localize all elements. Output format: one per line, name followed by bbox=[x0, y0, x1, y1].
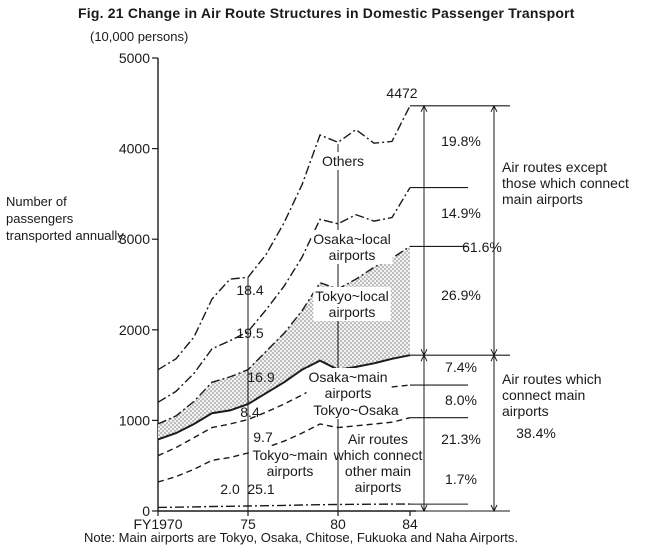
share-label-1984: 26.9% bbox=[441, 287, 481, 303]
share-label-1975: 16.9 bbox=[247, 369, 275, 385]
x-tick-label: 84 bbox=[402, 516, 418, 532]
series-label-line: airports bbox=[266, 463, 314, 479]
y-tick-label: 2000 bbox=[118, 321, 150, 338]
y-tick-label: 0 bbox=[142, 503, 150, 519]
series-label-line: Tokyo~main bbox=[252, 447, 328, 463]
group-label-line: Air routes which bbox=[502, 371, 602, 387]
share-label-1975: 18.4 bbox=[236, 282, 264, 298]
group-label-line: Air routes except bbox=[502, 159, 608, 175]
y-tick-label: 3000 bbox=[118, 231, 150, 248]
share-label-1984: 19.8% bbox=[441, 133, 481, 149]
x-tick-label: 75 bbox=[240, 516, 256, 532]
group-share-label: 38.4% bbox=[516, 425, 556, 441]
share-label-1975: 9.7 bbox=[253, 429, 273, 445]
series-label-line: airports bbox=[328, 304, 376, 320]
series-label-line: Osaka~local bbox=[313, 231, 391, 247]
series-label-line: airports bbox=[328, 247, 376, 263]
share-label-1984: 1.7% bbox=[445, 471, 477, 487]
series-label-line: Tokyo~local bbox=[315, 288, 389, 304]
series-label-line: Tokyo~Osaka bbox=[313, 402, 399, 418]
group-share-label: 61.6% bbox=[462, 239, 502, 255]
share-label-1984: 14.9% bbox=[441, 205, 481, 221]
share-label-1984: 8.0% bbox=[445, 392, 477, 408]
group-label-line: those which connect bbox=[502, 175, 629, 191]
series-label-line: airports bbox=[324, 385, 372, 401]
y-axis-unit: (10,000 persons) bbox=[90, 29, 189, 44]
share-label-1975: 2.0 bbox=[220, 481, 240, 497]
x-tick-label: FY1970 bbox=[133, 516, 183, 532]
series-label-line: which connect bbox=[333, 447, 423, 463]
group-label-line: connect main bbox=[502, 387, 586, 403]
series-label-line: airports bbox=[354, 479, 402, 495]
share-label-1975: 19.5 bbox=[236, 325, 264, 341]
series-label-line: other main bbox=[344, 463, 412, 479]
y-tick-label: 5000 bbox=[118, 50, 150, 66]
chart-title: Fig. 21 Change in Air Route Structures in Domestic Passenger Transport bbox=[78, 5, 575, 21]
share-label-1984: 21.3% bbox=[441, 431, 481, 447]
share-label-1975: 25.1 bbox=[247, 481, 275, 497]
peak-value-label: 4472 bbox=[386, 85, 418, 101]
y-axis-label: Number of passengers transported annually bbox=[6, 194, 124, 243]
share-label-1975: 8.4 bbox=[240, 404, 260, 420]
series-label-line: Osaka~main bbox=[308, 369, 388, 385]
series-label-line: Others bbox=[321, 153, 365, 169]
x-tick-label: 80 bbox=[330, 516, 346, 532]
y-tick-label: 4000 bbox=[118, 140, 150, 157]
footnote: Note: Main airports are Tokyo, Osaka, Chitose, Fukuoka and Naha Airports. bbox=[84, 530, 519, 545]
group-label-line: main airports bbox=[502, 191, 583, 207]
y-tick-label: 1000 bbox=[118, 412, 150, 429]
series-label-line: Air routes bbox=[348, 431, 408, 447]
share-label-1984: 7.4% bbox=[445, 359, 477, 375]
group-label-line: airports bbox=[502, 403, 549, 419]
data-labels bbox=[220, 85, 629, 497]
series-line bbox=[158, 504, 410, 507]
